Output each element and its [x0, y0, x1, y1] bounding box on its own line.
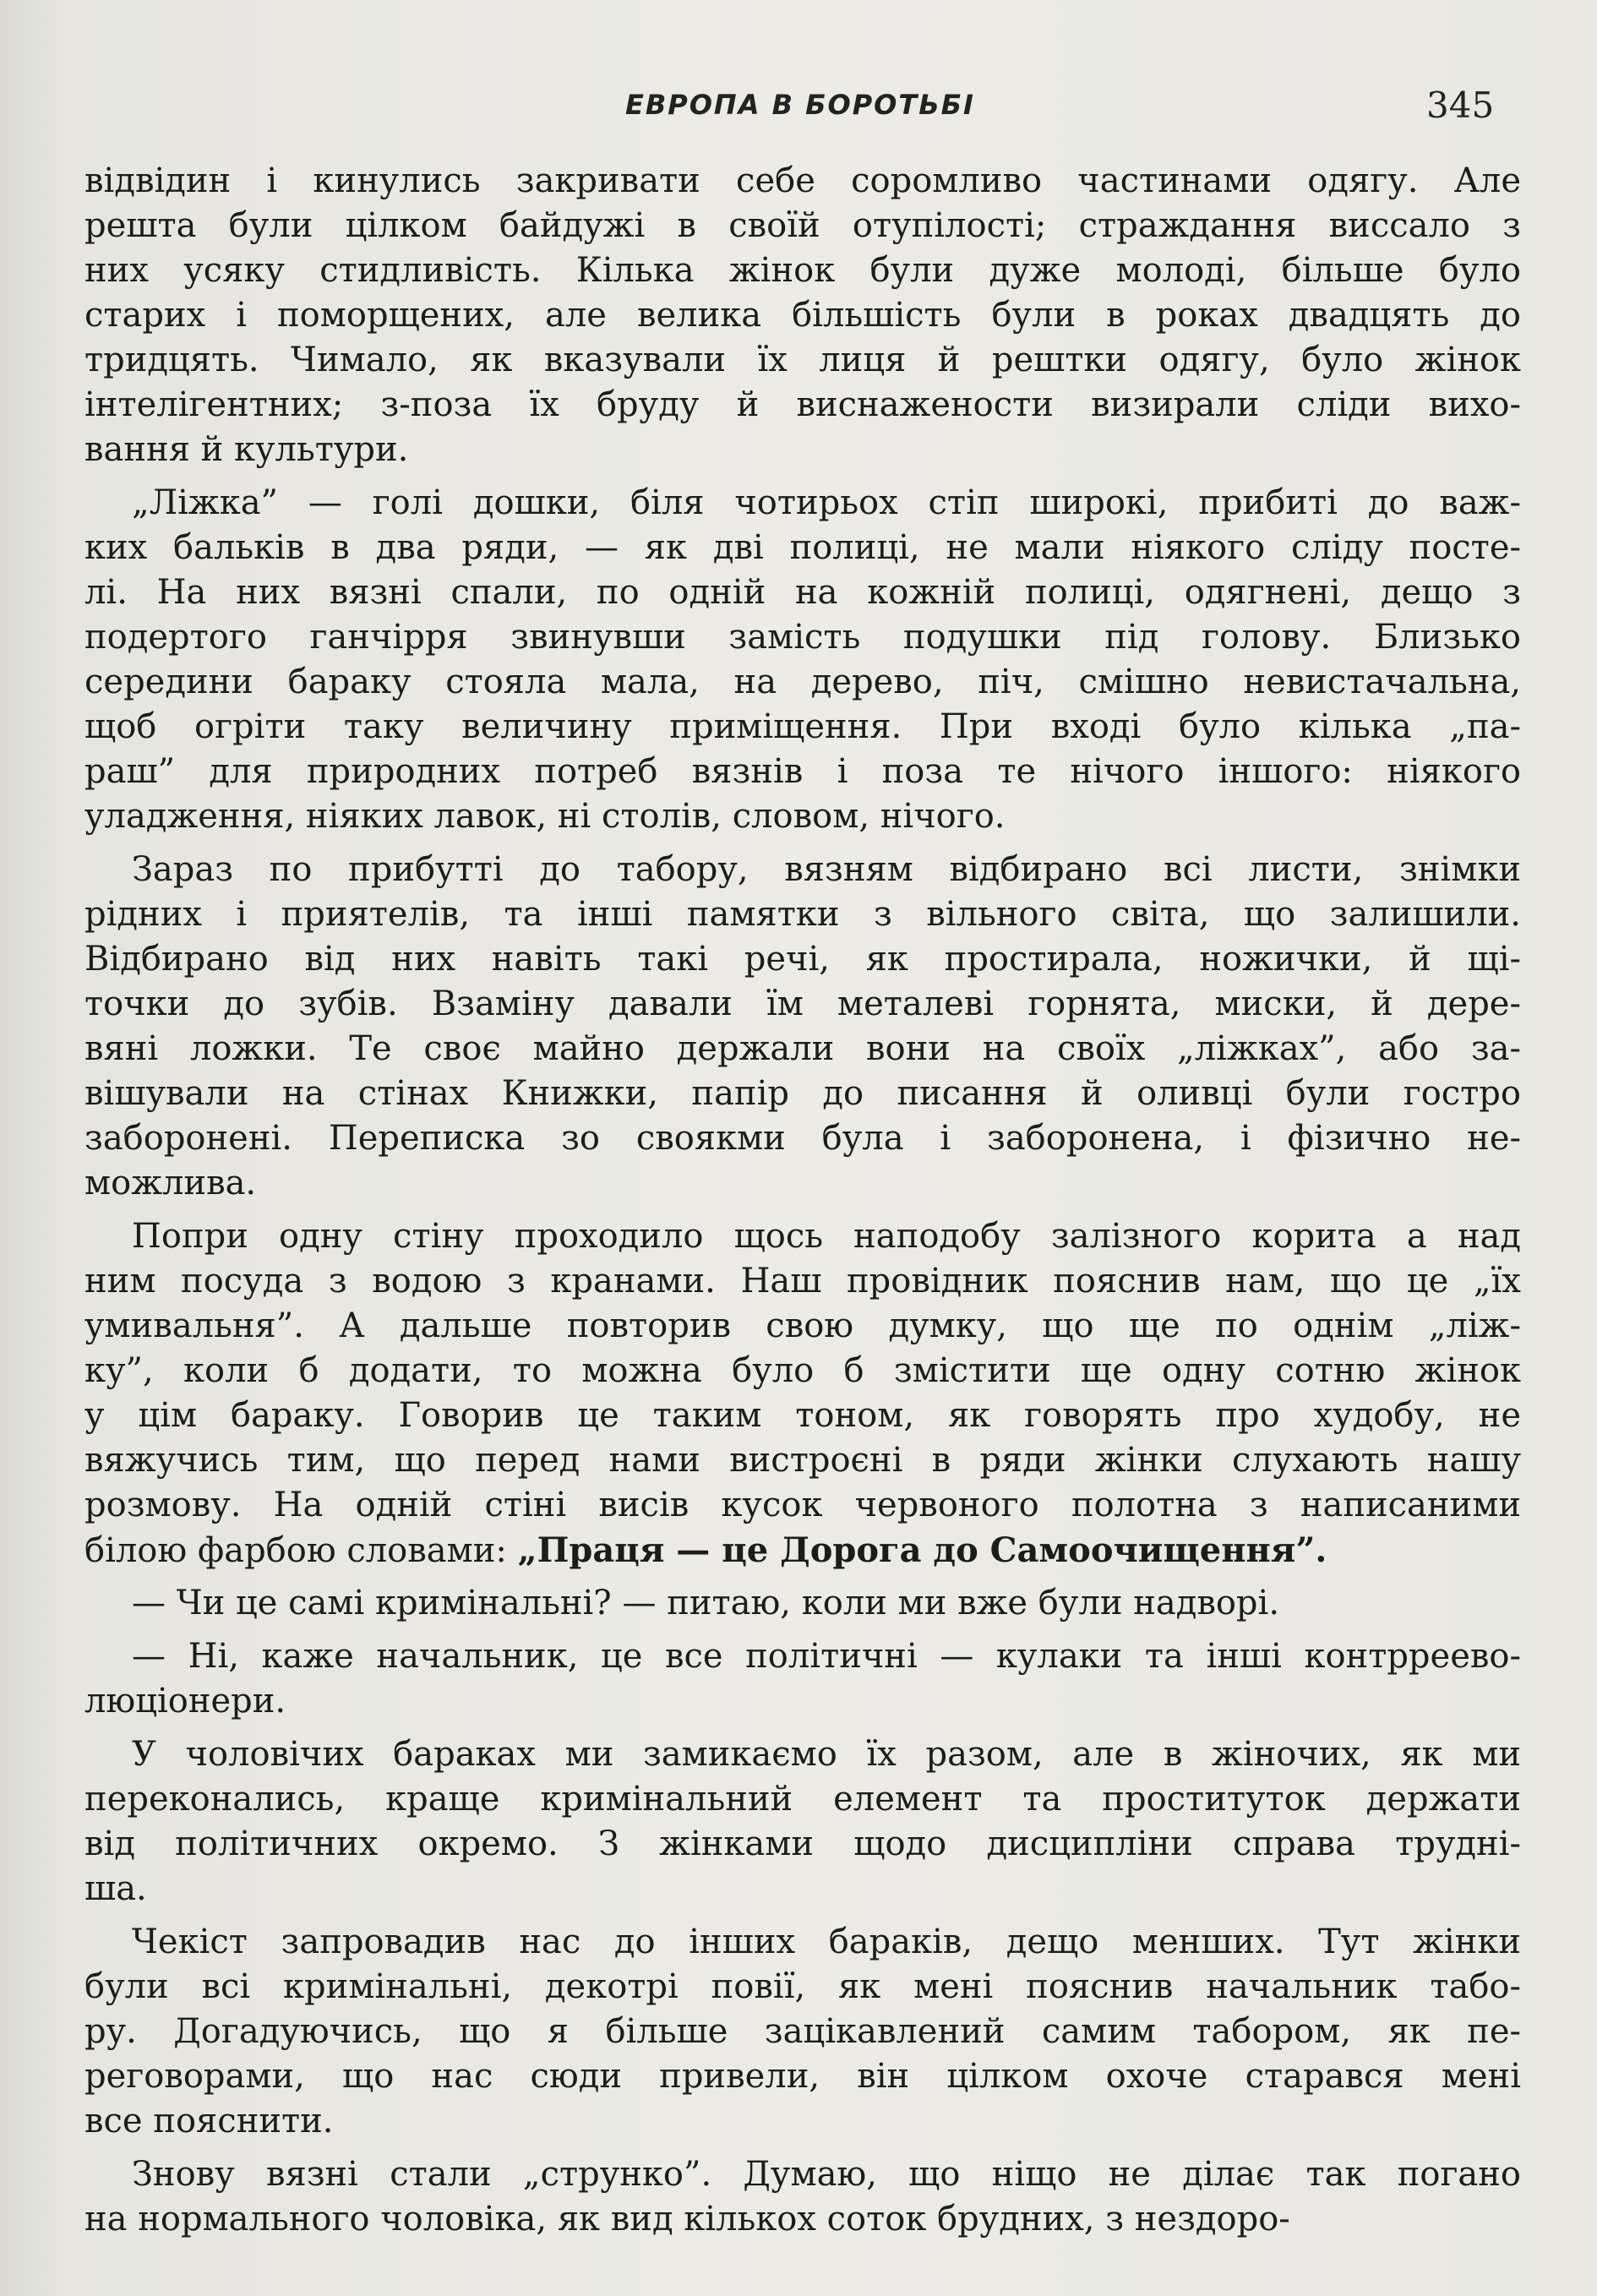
text-line: уладження, ніяких лавок, ні столів, словом, нічого.: [84, 797, 1006, 836]
paragraph: [84, 1920, 1521, 2144]
text-line: відвідин і кинулись закривати себе соромливо частинами одягу. Але: [84, 161, 1521, 200]
text-line: — Чи це самі кримінальні? — питаю, коли ми вже були надворі.: [132, 1584, 1280, 1622]
paragraph-gap: [84, 472, 1521, 481]
text-line: ку”, коли б додати, то можна було б змістити ще одну сотню жінок: [84, 1351, 1521, 1390]
text-line: реговорами, що нас сюди привели, він цілком охоче старався мені: [84, 2057, 1521, 2096]
text-line: рідних і приятелів, та інші памятки з вільного світа, що залишили.: [84, 895, 1521, 934]
text-line: інтелігентних; з-поза їх бруду й виснажености визирали сліди вихо-: [84, 385, 1521, 424]
paragraph-gap: [84, 2144, 1521, 2152]
paragraph-gap: [84, 1724, 1521, 1732]
text-line: вяжучись тим, що перед нами вистроєні в ряди жінки слухають нашу: [84, 1441, 1521, 1480]
text-line: подертого ганчірря звинувши замість подушки під голову. Близько: [84, 618, 1521, 657]
text-line: [84, 1528, 1521, 1573]
text-line: переконались, краще кримінальний елемент та проституток держати: [84, 1780, 1521, 1819]
text-line: Попри одну стіну проходило щось наподобу залізного корита а над: [132, 1217, 1521, 1256]
text-line: тридцять. Чимало, як вказували їх лиця й рештки одягу, було жінок: [84, 341, 1521, 379]
text-line: можлива.: [84, 1164, 257, 1203]
text-line: у цім бараку. Говорив це таким тоном, як говорять про худобу, не: [84, 1396, 1521, 1435]
text-line: лі. На них вязні спали, по одній на кожній полиці, одягнені, дещо з: [84, 573, 1521, 612]
text-line: щоб огріти таку величину приміщення. При вході було кілька „па-: [84, 707, 1521, 746]
page-number: 345: [1426, 85, 1495, 126]
paragraph-gap: [84, 1206, 1521, 1214]
text-line: них усяку стидливість. Кілька жінок були дуже молоді, більше було: [84, 251, 1521, 290]
text-line: решта були цілком байдужі в своїй отупілості; страждання виссало з: [84, 206, 1521, 245]
paragraph: [84, 481, 1521, 839]
paragraph-gap: [84, 1626, 1521, 1634]
text-line: Зараз по прибутті до табору, вязням відбирано всі листи, знімки: [132, 850, 1521, 889]
paragraph-gap: [84, 1573, 1521, 1581]
running-title: ЕВРОПА В БОРОТЬБІ: [625, 89, 975, 121]
text-span: білою фарбою словами:: [84, 1531, 518, 1570]
paragraph: [84, 1634, 1521, 1724]
text-line: Відбирано від них навіть такі речі, як простирала, ножички, й щі-: [84, 940, 1521, 979]
text-line: заборонені. Переписка зо своякми була і заборонена, і фізично не-: [84, 1119, 1521, 1158]
body-text: [84, 159, 1521, 2242]
paragraph-gap: [84, 839, 1521, 848]
paragraph: [84, 1581, 1521, 1626]
text-line: раш” для природних потреб вязнів і поза те нічого іншого: ніякого: [84, 752, 1521, 791]
text-line: Чекіст запровадив нас до інших бараків, дещо менших. Тут жінки: [132, 1922, 1521, 1961]
text-line: ру. Догадуючись, що я більше зацікавлений самим табором, як пе-: [84, 2012, 1521, 2051]
paragraph-gap: [84, 1912, 1521, 1920]
text-line: Знову вязні стали „струнко”. Думаю, що ніщо не ділає так погано: [132, 2155, 1521, 2194]
text-line: ких бальків в два ряди, — як дві полиці, не мали ніякого сліду посте-: [84, 528, 1521, 567]
text-line: старих і поморщених, але велика більшість були в роках двадцять до: [84, 296, 1521, 335]
text-line: ним посуда з водою з кранами. Наш провідник пояснив нам, що це „їх: [84, 1262, 1521, 1301]
text-line: середини бараку стояла мала, на дерево, піч, смішно невистачальна,: [84, 663, 1521, 701]
text-line: вання й культури.: [84, 430, 409, 469]
text-line: все пояснити.: [84, 2102, 334, 2141]
text-line: розмову. На одній стіні висів кусок червоного полотна з написаними: [84, 1486, 1521, 1524]
paragraph: [84, 1732, 1521, 1912]
paragraph: [84, 2152, 1521, 2242]
text-line: люціонери.: [84, 1682, 286, 1721]
text-line: точки до зубів. Взаміну давали їм металеві горнята, миски, й дере-: [84, 984, 1521, 1023]
text-line: „Ліжка” — голі дошки, біля чотирьох стіп широкі, прибиті до важ-: [132, 483, 1521, 522]
text-line: від політичних окремо. З жінками щодо дисципліни справа трудні-: [84, 1824, 1521, 1863]
text-line: на нормального чоловіка, як вид кількох соток брудних, з нездоро-: [84, 2200, 1290, 2239]
slogan-bold: „Праця — це Дорога до Самоочищення”.: [517, 1530, 1327, 1570]
text-line: були всі кримінальні, декотрі повії, як мені пояснив начальник табо-: [84, 1967, 1521, 2006]
paragraph: [84, 848, 1521, 1206]
text-line: У чоловічих бараках ми замикаємо їх разом, але в жіночих, як ми: [132, 1735, 1521, 1774]
text-line: умивальня”. А дальше повторив свою думку, що ще по однім „ліж-: [84, 1306, 1521, 1345]
text-line: ша.: [84, 1869, 147, 1908]
paragraph: [84, 1214, 1521, 1573]
paragraph: [84, 159, 1521, 472]
text-line: — Ні, каже начальник, це все політичні — кулаки та інші контрреево-: [132, 1637, 1521, 1676]
text-line: вяні ложки. Те своє майно держали вони на своїх „ліжках”, або за-: [84, 1029, 1521, 1068]
text-line: вішували на стінах Книжки, папір до писання й оливці були гостро: [84, 1074, 1521, 1113]
